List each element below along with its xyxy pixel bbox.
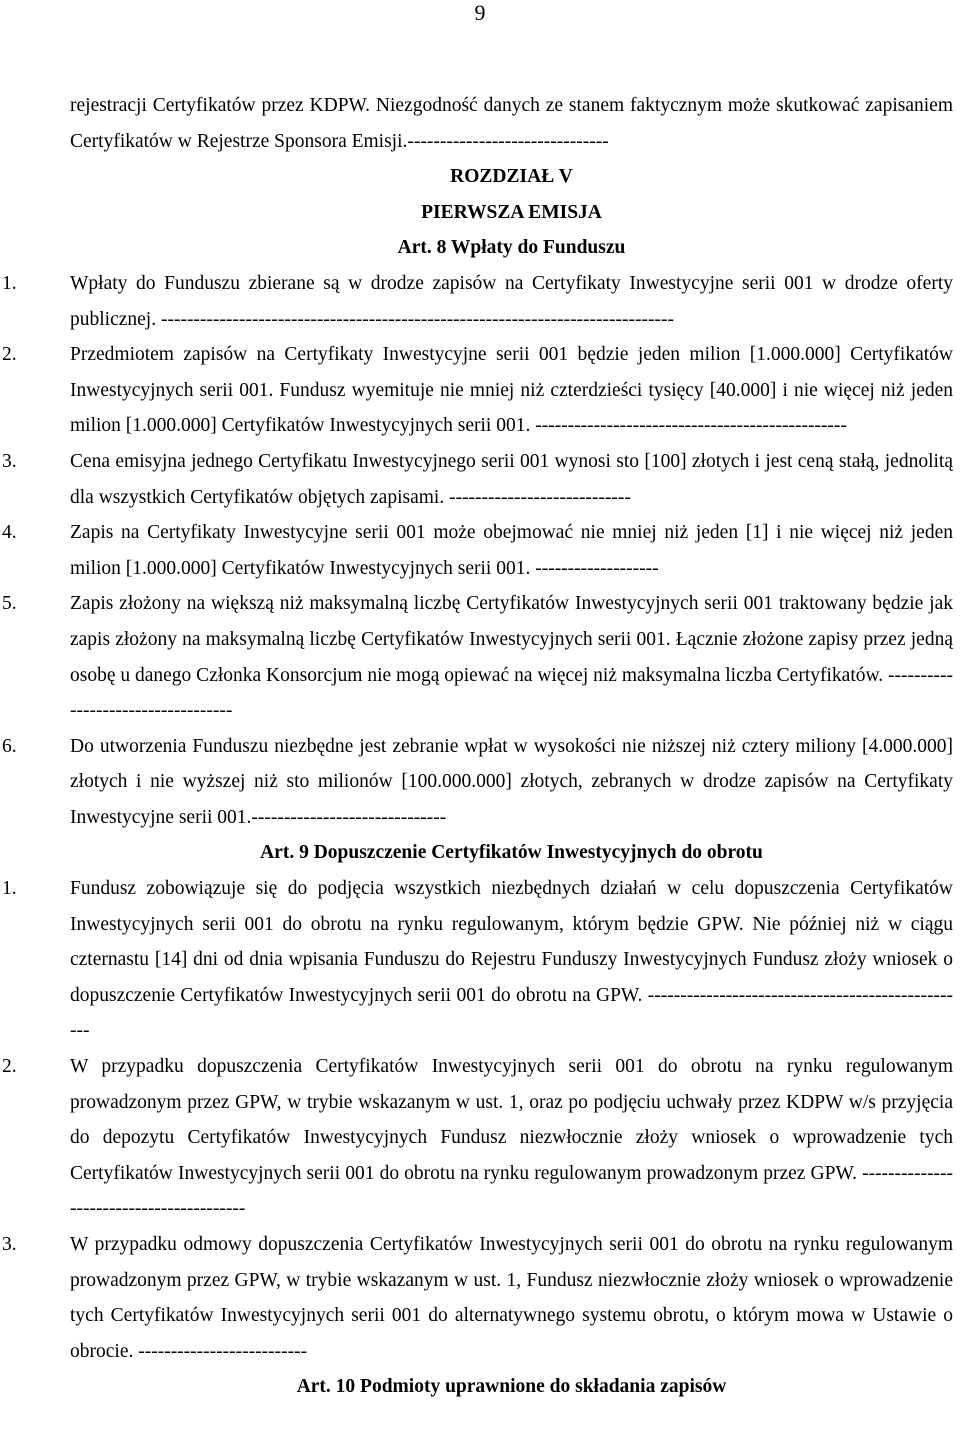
article-10-title: Art. 10 Podmioty uprawnione do składania zapisów [296, 1376, 727, 1398]
list-item [2, 586, 953, 728]
item-text: W przypadku odmowy dopuszczenia Certyfikatów Inwestycyjnych serii 001 do obrotu na rynku regulowanym prowadzonym przez GPW, w trybie wskazanym w ust. 1, Fundusz niezwłocznie złoży wniosek o wprowadzenie tych Certyfikatów Inwestycyjnych serii 001 do alternatywnego systemu obrotu, o którym mowa w Ustawie o obrocie. -------------------------- [70, 1234, 953, 1362]
article-8-list [2, 266, 953, 836]
item-text: Wpłaty do Funduszu zbierane są w drodze zapisów na Certyfikaty Inwestycyjne serii 001 w drodze oferty publicznej. ------------------------------------------------------------------------------- [70, 272, 953, 330]
page-number: 9 [474, 0, 486, 25]
list-item [2, 1049, 953, 1227]
article-9-title: Art. 9 Dopuszczenie Certyfikatów Inwestycyjnych do obrotu [260, 842, 763, 864]
item-number: 4. [2, 522, 17, 544]
item-text: Zapis złożony na większą niż maksymalną liczbę Certyfikatów Inwestycyjnych serii 001 traktowany będzie jak zapis złożony na maksymalną liczbę Certyfikatów Inwestycyjnych serii 001. Łącznie złożone zapisy przez jedną osobę u danego Członka Konsorcjum nie mogą opiewać na więcej niż maksymalna liczba Certyfikatów. ----------------------------------- [70, 593, 953, 722]
list-item [2, 1227, 953, 1369]
item-text: Fundusz zobowiązuje się do podjęcia wszystkich niezbędnych działań w celu dopuszczenia Certyfikatów Inwestycyjnych serii 001 do obrotu na rynku regulowanym, którym będzie GPW. Nie później niż w ciągu czternastu [14] dni od dnia wpisania Funduszu do Rejestru Funduszy Inwestycyjnych Fundusz złoży wniosek o dopuszczenie Certyfikatów Inwestycyjnych serii 001 do obrotu na GPW. -------------------------------------------------- [70, 878, 953, 1042]
item-text: W przypadku dopuszczenia Certyfikatów Inwestycyjnych serii 001 do obrotu na rynku regulowanym prowadzonym przez GPW, w trybie wskazanym w ust. 1, oraz po podjęciu uchwały przez KDPW w/s przyjęcia do depozytu Certyfikatów Inwestycyjnych Fundusz niezwłocznie złoży wniosek o wprowadzenie tych Certyfikatów Inwestycyjnych serii 001 do obrotu na rynku regulowanym prowadzonym przez GPW. ----------------------------------------- [70, 1056, 953, 1220]
item-number: 2. [2, 344, 17, 366]
item-number: 3. [2, 450, 17, 472]
item-number: 3. [2, 1234, 17, 1255]
list-item [2, 266, 953, 337]
item-text: Cena emisyjna jednego Certyfikatu Inwestycyjnego serii 001 wynosi sto [100] złotych i jest ceną stałą, jednolitą dla wszystkich Certyfikatów objętych zapisami. ---------------------------- [70, 450, 953, 508]
list-item [2, 444, 953, 515]
item-number: 5. [2, 593, 17, 615]
item-text: Przedmiotem zapisów na Certyfikaty Inwestycyjne serii 001 będzie jeden milion [1.000.000] Certyfikatów Inwestycyjnych serii 001. Fundusz wyemituje nie mniej niż czterdzieści tysięcy [40.000] i nie więcej niż jeden milion [1.000.000] Certyfikatów Inwestycyjnych serii 001. ------------------------------------------------ [70, 344, 953, 437]
article-8-title: Art. 8 Wpłaty do Funduszu [397, 237, 626, 259]
item-text: Zapis na Certyfikaty Inwestycyjne serii 001 może obejmować nie mniej niż jeden [1] i nie więcej niż jeden milion [1.000.000] Certyfikatów Inwestycyjnych serii 001. ------------------- [70, 522, 953, 579]
list-item [2, 729, 953, 836]
item-number: 2. [2, 1056, 17, 1078]
list-item [2, 871, 953, 1049]
document-body [2, 88, 953, 1405]
chapter-subtitle: PIERWSZA EMISJA [421, 201, 602, 223]
item-number: 1. [2, 878, 17, 900]
list-item [2, 515, 953, 586]
intro-paragraph: rejestracji Certyfikatów przez KDPW. Niezgodność danych ze stanem faktycznym może skutkować zapisaniem Certyfikatów w Rejestrze Sponsora Emisji.------------------------------- [70, 95, 953, 152]
article-9-list [2, 871, 953, 1369]
item-number: 1. [2, 272, 17, 294]
chapter-title: ROZDZIAŁ V [450, 166, 573, 188]
item-text: Do utworzenia Funduszu niezbędne jest zebranie wpłat w wysokości nie niższej niż cztery miliony [4.000.000] złotych i nie wyższej niż sto milionów [100.000.000] złotych, zebranych w drodze zapisów na Certyfikaty Inwestycyjne serii 001.------------------------------ [70, 735, 953, 828]
list-item [2, 337, 953, 444]
item-number: 6. [2, 735, 17, 757]
